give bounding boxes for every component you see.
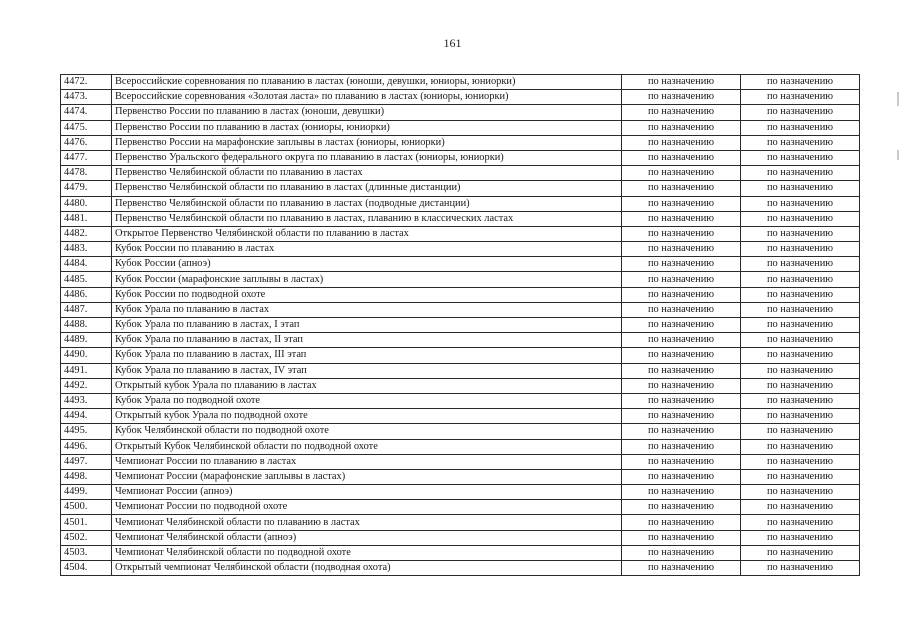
assignment-cell-2: по назначению [741, 500, 860, 515]
event-name-cell: Первенство России по плаванию в ластах (юноши, девушки) [112, 105, 622, 120]
event-name-cell: Первенство Челябинской области по плаванию в ластах (длинные дистанции) [112, 181, 622, 196]
event-name-cell: Первенство России по плаванию в ластах (юниоры, юниорки) [112, 120, 622, 135]
row-number-cell: 4486. [61, 287, 112, 302]
assignment-cell-2: по назначению [741, 318, 860, 333]
row-number-cell: 4474. [61, 105, 112, 120]
assignment-cell-2: по назначению [741, 439, 860, 454]
table-row [61, 181, 860, 196]
assignment-cell-2: по назначению [741, 454, 860, 469]
row-number-cell: 4495. [61, 424, 112, 439]
assignment-cell-2: по назначению [741, 105, 860, 120]
assignment-cell-1: по назначению [622, 545, 741, 560]
row-number-cell: 4481. [61, 211, 112, 226]
assignment-cell-2: по назначению [741, 485, 860, 500]
assignment-cell-2: по назначению [741, 166, 860, 181]
events-table [60, 74, 860, 576]
assignment-cell-1: по назначению [622, 166, 741, 181]
event-name-cell: Первенство Челябинской области по плаванию в ластах, плаванию в классических ластах [112, 211, 622, 226]
event-name-cell: Кубок России (апноэ) [112, 257, 622, 272]
row-number-cell: 4488. [61, 318, 112, 333]
event-name-cell: Кубок России (марафонские заплывы в ластах) [112, 272, 622, 287]
assignment-cell-2: по назначению [741, 90, 860, 105]
events-table-body [61, 75, 860, 576]
table-row [61, 302, 860, 317]
event-name-cell: Кубок Челябинской области по подводной охоте [112, 424, 622, 439]
assignment-cell-1: по назначению [622, 181, 741, 196]
row-number-cell: 4482. [61, 226, 112, 241]
event-name-cell: Кубок Урала по плаванию в ластах, I этап [112, 318, 622, 333]
table-row [61, 272, 860, 287]
assignment-cell-1: по назначению [622, 333, 741, 348]
event-name-cell: Всероссийские соревнования по плаванию в ластах (юноши, девушки, юниоры, юниорки) [112, 75, 622, 90]
assignment-cell-1: по назначению [622, 226, 741, 241]
scan-edge-mark [897, 150, 899, 160]
table-row [61, 469, 860, 484]
event-name-cell: Чемпионат Челябинской области (апноэ) [112, 530, 622, 545]
assignment-cell-1: по назначению [622, 287, 741, 302]
assignment-cell-2: по назначению [741, 302, 860, 317]
row-number-cell: 4472. [61, 75, 112, 90]
row-number-cell: 4473. [61, 90, 112, 105]
assignment-cell-2: по назначению [741, 515, 860, 530]
table-row [61, 439, 860, 454]
row-number-cell: 4477. [61, 150, 112, 165]
table-row [61, 363, 860, 378]
assignment-cell-1: по назначению [622, 75, 741, 90]
assignment-cell-1: по назначению [622, 530, 741, 545]
event-name-cell: Всероссийские соревнования «Золотая ласта» по плаванию в ластах (юниоры, юниорки) [112, 90, 622, 105]
assignment-cell-1: по назначению [622, 272, 741, 287]
table-row [61, 135, 860, 150]
row-number-cell: 4485. [61, 272, 112, 287]
assignment-cell-2: по назначению [741, 75, 860, 90]
table-row [61, 150, 860, 165]
assignment-cell-2: по назначению [741, 469, 860, 484]
table-row [61, 257, 860, 272]
event-name-cell: Чемпионат России (марафонские заплывы в ластах) [112, 469, 622, 484]
row-number-cell: 4475. [61, 120, 112, 135]
assignment-cell-1: по назначению [622, 120, 741, 135]
assignment-cell-1: по назначению [622, 561, 741, 576]
assignment-cell-1: по назначению [622, 500, 741, 515]
assignment-cell-1: по назначению [622, 409, 741, 424]
assignment-cell-1: по назначению [622, 439, 741, 454]
assignment-cell-1: по назначению [622, 378, 741, 393]
assignment-cell-2: по назначению [741, 393, 860, 408]
table-row [61, 105, 860, 120]
table-row [61, 393, 860, 408]
table-row [61, 242, 860, 257]
assignment-cell-1: по назначению [622, 424, 741, 439]
table-row [61, 318, 860, 333]
row-number-cell: 4491. [61, 363, 112, 378]
table-row [61, 90, 860, 105]
assignment-cell-1: по назначению [622, 318, 741, 333]
assignment-cell-2: по назначению [741, 196, 860, 211]
assignment-cell-1: по назначению [622, 135, 741, 150]
event-name-cell: Открытый кубок Урала по плаванию в ластах [112, 378, 622, 393]
table-row [61, 530, 860, 545]
assignment-cell-1: по назначению [622, 485, 741, 500]
event-name-cell: Первенство Челябинской области по плаванию в ластах (подводные дистанции) [112, 196, 622, 211]
assignment-cell-1: по назначению [622, 469, 741, 484]
row-number-cell: 4478. [61, 166, 112, 181]
event-name-cell: Кубок Урала по плаванию в ластах, IV этап [112, 363, 622, 378]
table-row [61, 348, 860, 363]
row-number-cell: 4493. [61, 393, 112, 408]
row-number-cell: 4476. [61, 135, 112, 150]
row-number-cell: 4501. [61, 515, 112, 530]
event-name-cell: Чемпионат России (апноэ) [112, 485, 622, 500]
table-row [61, 287, 860, 302]
assignment-cell-1: по назначению [622, 454, 741, 469]
assignment-cell-2: по назначению [741, 181, 860, 196]
assignment-cell-1: по назначению [622, 393, 741, 408]
event-name-cell: Кубок Урала по подводной охоте [112, 393, 622, 408]
assignment-cell-2: по назначению [741, 424, 860, 439]
assignment-cell-2: по назначению [741, 545, 860, 560]
assignment-cell-1: по назначению [622, 150, 741, 165]
event-name-cell: Чемпионат России по плаванию в ластах [112, 454, 622, 469]
assignment-cell-1: по назначению [622, 196, 741, 211]
row-number-cell: 4503. [61, 545, 112, 560]
table-row [61, 561, 860, 576]
event-name-cell: Кубок России по подводной охоте [112, 287, 622, 302]
row-number-cell: 4502. [61, 530, 112, 545]
row-number-cell: 4494. [61, 409, 112, 424]
event-name-cell: Чемпионат Челябинской области по плаванию в ластах [112, 515, 622, 530]
assignment-cell-1: по назначению [622, 348, 741, 363]
row-number-cell: 4500. [61, 500, 112, 515]
assignment-cell-2: по назначению [741, 530, 860, 545]
table-row [61, 500, 860, 515]
assignment-cell-1: по назначению [622, 515, 741, 530]
event-name-cell: Кубок Урала по плаванию в ластах, III этап [112, 348, 622, 363]
assignment-cell-1: по назначению [622, 211, 741, 226]
page-number: 161 [443, 36, 462, 50]
table-row [61, 75, 860, 90]
event-name-cell: Первенство России на марафонские заплывы в ластах (юниоры, юниорки) [112, 135, 622, 150]
row-number-cell: 4480. [61, 196, 112, 211]
assignment-cell-1: по назначению [622, 363, 741, 378]
row-number-cell: 4479. [61, 181, 112, 196]
row-number-cell: 4499. [61, 485, 112, 500]
row-number-cell: 4498. [61, 469, 112, 484]
row-number-cell: 4489. [61, 333, 112, 348]
assignment-cell-1: по назначению [622, 242, 741, 257]
assignment-cell-2: по назначению [741, 135, 860, 150]
event-name-cell: Открытый кубок Урала по подводной охоте [112, 409, 622, 424]
table-row [61, 424, 860, 439]
table-row [61, 378, 860, 393]
assignment-cell-2: по назначению [741, 287, 860, 302]
assignment-cell-2: по назначению [741, 348, 860, 363]
assignment-cell-1: по назначению [622, 302, 741, 317]
event-name-cell: Чемпионат Челябинской области по подводной охоте [112, 545, 622, 560]
assignment-cell-2: по назначению [741, 409, 860, 424]
assignment-cell-2: по назначению [741, 226, 860, 241]
assignment-cell-2: по назначению [741, 211, 860, 226]
assignment-cell-2: по назначению [741, 272, 860, 287]
row-number-cell: 4490. [61, 348, 112, 363]
row-number-cell: 4497. [61, 454, 112, 469]
row-number-cell: 4496. [61, 439, 112, 454]
table-row [61, 166, 860, 181]
row-number-cell: 4484. [61, 257, 112, 272]
table-row [61, 196, 860, 211]
event-name-cell: Кубок Урала по плаванию в ластах [112, 302, 622, 317]
event-name-cell: Чемпионат России по подводной охоте [112, 500, 622, 515]
event-name-cell: Первенство Уральского федерального округа по плаванию в ластах (юниоры, юниорки) [112, 150, 622, 165]
assignment-cell-2: по назначению [741, 333, 860, 348]
event-name-cell: Открытое Первенство Челябинской области по плаванию в ластах [112, 226, 622, 241]
table-row [61, 333, 860, 348]
assignment-cell-2: по назначению [741, 378, 860, 393]
table-row [61, 515, 860, 530]
event-name-cell: Открытый Кубок Челябинской области по подводной охоте [112, 439, 622, 454]
assignment-cell-1: по назначению [622, 105, 741, 120]
event-name-cell: Кубок России по плаванию в ластах [112, 242, 622, 257]
assignment-cell-2: по назначению [741, 120, 860, 135]
event-name-cell: Открытый чемпионат Челябинской области (подводная охота) [112, 561, 622, 576]
assignment-cell-2: по назначению [741, 257, 860, 272]
row-number-cell: 4483. [61, 242, 112, 257]
assignment-cell-2: по назначению [741, 242, 860, 257]
table-row [61, 454, 860, 469]
table-row [61, 409, 860, 424]
row-number-cell: 4504. [61, 561, 112, 576]
scan-edge-mark [897, 92, 899, 106]
assignment-cell-2: по назначению [741, 150, 860, 165]
assignment-cell-2: по назначению [741, 363, 860, 378]
table-row [61, 120, 860, 135]
row-number-cell: 4492. [61, 378, 112, 393]
assignment-cell-1: по назначению [622, 257, 741, 272]
assignment-cell-2: по назначению [741, 561, 860, 576]
event-name-cell: Первенство Челябинской области по плаванию в ластах [112, 166, 622, 181]
table-row [61, 485, 860, 500]
table-row [61, 211, 860, 226]
table-row [61, 226, 860, 241]
row-number-cell: 4487. [61, 302, 112, 317]
table-row [61, 545, 860, 560]
event-name-cell: Кубок Урала по плаванию в ластах, II этап [112, 333, 622, 348]
assignment-cell-1: по назначению [622, 90, 741, 105]
